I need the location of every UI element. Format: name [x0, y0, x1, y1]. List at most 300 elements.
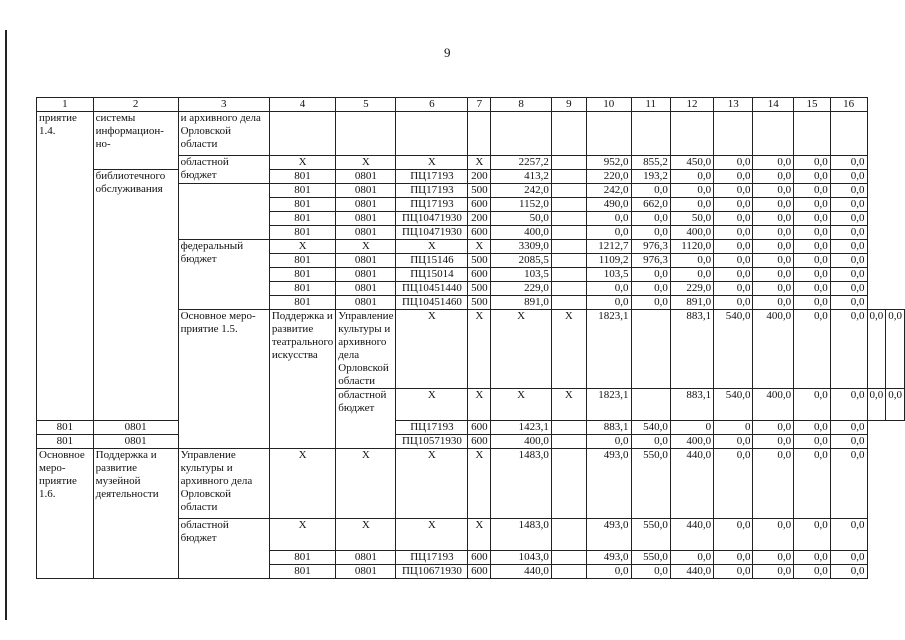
cell-col-7: 600	[468, 551, 491, 565]
cell-col-5: 0801	[336, 226, 396, 240]
budget-source-cell: федеральный бюджет	[178, 240, 269, 310]
cell-col-4: Х	[396, 310, 468, 389]
cell-col-16: 0,0	[830, 156, 867, 170]
cell-col-4	[269, 112, 335, 156]
cell-col-16: 0,0	[886, 310, 905, 389]
cell-col-13: 0,0	[714, 519, 753, 551]
cell-col-14: 0,0	[753, 551, 794, 565]
cell-col-12: 0,0	[670, 268, 713, 282]
cell-col-14: 0,0	[830, 310, 867, 389]
executor-cell: Управление культуры и архивного дела Орловской области	[178, 449, 269, 519]
cell-col-7: 600	[468, 565, 491, 579]
cell-col-11: 0,0	[631, 296, 670, 310]
cell-col-12: 440,0	[670, 449, 713, 519]
cell-col-10: 493,0	[586, 449, 631, 519]
cell-col-15: 0,0	[794, 551, 831, 565]
cell-col-14: 0,0	[753, 296, 794, 310]
budget-source-cell	[178, 184, 269, 240]
cell-col-10: 493,0	[586, 519, 631, 551]
cell-col-6: Х	[396, 240, 468, 254]
cell-col-7: 500	[468, 282, 491, 296]
cell-col-5	[336, 112, 396, 156]
cell-col-13: 0,0	[714, 449, 753, 519]
header-cell-4: 4	[269, 98, 335, 112]
header-cell-2: 2	[93, 98, 178, 112]
cell-col-11: 976,3	[631, 254, 670, 268]
cell-col-6: ПЦ10451460	[396, 296, 468, 310]
cell-col-6	[396, 112, 468, 156]
cell-col-14: 0,0	[753, 212, 794, 226]
cell-col-6: ПЦ10671930	[396, 565, 468, 579]
cell-col-13: 0,0	[794, 389, 831, 421]
cell-col-8: 2257,2	[491, 156, 551, 170]
cell-col-5: Х	[468, 310, 491, 389]
cell-col-15: 0,0	[794, 449, 831, 519]
cell-col-14: 0,0	[753, 198, 794, 212]
cell-col-10: 952,0	[586, 156, 631, 170]
cell-col-9	[551, 254, 586, 268]
header-cell-12: 12	[670, 98, 713, 112]
cell-col-15: 0,0	[794, 254, 831, 268]
cell-col-8: 1483,0	[491, 519, 551, 551]
cell-col-6: ПЦ15014	[396, 268, 468, 282]
cell-col-15: 0,0	[794, 212, 831, 226]
cell-col-8: 242,0	[491, 184, 551, 198]
cell-col-4: 801	[37, 435, 94, 449]
cell-col-15: 0,0	[794, 268, 831, 282]
cell-col-13: 0,0	[714, 240, 753, 254]
header-cell-15: 15	[794, 98, 831, 112]
cell-col-10: 883,1	[670, 310, 713, 389]
cell-col-12: 400,0	[753, 389, 794, 421]
cell-col-14: 0,0	[753, 226, 794, 240]
header-cell-8: 8	[491, 98, 551, 112]
cell-col-14: 0,0	[753, 240, 794, 254]
cell-col-15: 0,0	[794, 198, 831, 212]
cell-col-10	[586, 112, 631, 156]
executor-cell: Управление культуры и архивного дела Орловской области	[336, 310, 396, 389]
cell-col-10: 0,0	[586, 296, 631, 310]
cell-col-15: 0,0	[794, 184, 831, 198]
cell-col-13: 0,0	[794, 310, 831, 389]
cell-col-10: 883,1	[670, 389, 713, 421]
cell-col-12: 0,0	[670, 551, 713, 565]
cell-col-6: ПЦ10451440	[396, 282, 468, 296]
header-cell-16: 16	[830, 98, 867, 112]
cell-col-13: 0,0	[714, 551, 753, 565]
cell-col-4: Х	[269, 519, 335, 551]
cell-col-14: 0,0	[753, 184, 794, 198]
cell-col-4: Х	[269, 449, 335, 519]
cell-col-13: 0,0	[714, 282, 753, 296]
cell-col-9	[551, 565, 586, 579]
cell-col-6: Х	[396, 156, 468, 170]
cell-col-8	[491, 112, 551, 156]
header-cell-11: 11	[631, 98, 670, 112]
cell-col-13: 0,0	[714, 184, 753, 198]
cell-col-14: 0,0	[753, 421, 794, 435]
cell-col-11: 550,0	[631, 449, 670, 519]
cell-col-12: 0	[670, 421, 713, 435]
cell-col-15: 0,0	[794, 565, 831, 579]
cell-col-6: ПЦ17193	[396, 170, 468, 184]
cell-col-9	[551, 421, 586, 435]
cell-col-9	[551, 112, 586, 156]
cell-col-16	[830, 112, 867, 156]
table-row	[37, 449, 905, 519]
measure-name-cell: Поддержка и развитие театрального искусства	[269, 310, 335, 449]
cell-col-16: 0,0	[830, 254, 867, 268]
cell-col-7: 500	[468, 296, 491, 310]
cell-col-16: 0,0	[830, 519, 867, 551]
table-row	[37, 170, 905, 184]
cell-col-12: 229,0	[670, 282, 713, 296]
cell-col-8: 1423,1	[491, 421, 551, 435]
cell-col-4: 801	[269, 565, 335, 579]
executor-cell: и архивного дела Орловской области	[178, 112, 269, 156]
cell-col-8: 2085,5	[491, 254, 551, 268]
header-cell-3: 3	[178, 98, 269, 112]
cell-col-10: 493,0	[586, 551, 631, 565]
cell-col-14: 0,0	[753, 435, 794, 449]
cell-col-4: 801	[269, 170, 335, 184]
cell-col-12: 440,0	[670, 519, 713, 551]
cell-col-6: Х	[491, 310, 551, 389]
cell-col-8: 1823,1	[586, 389, 631, 421]
cell-col-10: 1109,2	[586, 254, 631, 268]
cell-col-8: 413,2	[491, 170, 551, 184]
cell-col-9	[551, 268, 586, 282]
cell-col-10: 103,5	[586, 268, 631, 282]
cell-col-5: 0801	[336, 296, 396, 310]
cell-col-4: 801	[269, 268, 335, 282]
cell-col-5: 0801	[336, 212, 396, 226]
cell-col-15: 0,0	[794, 296, 831, 310]
cell-col-15: 0,0	[867, 310, 886, 389]
cell-col-15: 0,0	[794, 519, 831, 551]
cell-col-10: 0,0	[586, 435, 631, 449]
cell-col-10: 220,0	[586, 170, 631, 184]
cell-col-6: ПЦ17193	[396, 551, 468, 565]
cell-col-14: 0,0	[830, 389, 867, 421]
cell-col-11: 976,3	[631, 240, 670, 254]
cell-col-16: 0,0	[830, 184, 867, 198]
cell-col-4: 801	[269, 198, 335, 212]
cell-col-7: 600	[468, 268, 491, 282]
measure-name-cell: Поддержка и развитие музейной деятельности	[93, 449, 178, 579]
cell-col-5: 0801	[336, 184, 396, 198]
cell-col-7: 600	[468, 226, 491, 240]
cell-col-12: 891,0	[670, 296, 713, 310]
cell-col-8: 1152,0	[491, 198, 551, 212]
cell-col-7: 600	[468, 435, 491, 449]
cell-col-10: 883,1	[586, 421, 631, 435]
cell-col-9	[551, 296, 586, 310]
budget-source-cell: областной бюджет	[178, 519, 269, 579]
cell-col-12: 400,0	[670, 435, 713, 449]
cell-col-8: 50,0	[491, 212, 551, 226]
cell-col-13: 0,0	[714, 212, 753, 226]
cell-col-8: 229,0	[491, 282, 551, 296]
cell-col-11: 0,0	[631, 435, 670, 449]
header-cell-7: 7	[468, 98, 491, 112]
cell-col-10: 0,0	[586, 212, 631, 226]
cell-col-4: Х	[269, 240, 335, 254]
cell-col-15: 0,0	[794, 282, 831, 296]
header-cell-6: 6	[396, 98, 468, 112]
cell-col-12: 1120,0	[670, 240, 713, 254]
budget-table	[36, 97, 905, 579]
cell-col-5: 0801	[93, 421, 178, 435]
cell-col-16: 0,0	[830, 198, 867, 212]
cell-col-14: 0,0	[753, 449, 794, 519]
cell-col-13: 0,0	[714, 226, 753, 240]
cell-col-11	[631, 112, 670, 156]
cell-col-9	[551, 226, 586, 240]
cell-col-6: ПЦ10471930	[396, 212, 468, 226]
cell-col-14: 0,0	[753, 519, 794, 551]
cell-col-16: 0,0	[830, 170, 867, 184]
table-row	[37, 112, 905, 156]
header-cell-9: 9	[551, 98, 586, 112]
cell-col-13: 0,0	[714, 565, 753, 579]
page-left-rule	[5, 30, 7, 620]
cell-col-13: 0,0	[714, 198, 753, 212]
cell-col-10: 0,0	[586, 282, 631, 296]
cell-col-5: 0801	[336, 170, 396, 184]
cell-col-16: 0,0	[886, 389, 905, 421]
cell-col-11: 540,0	[631, 421, 670, 435]
cell-col-11: 662,0	[631, 198, 670, 212]
cell-col-14: 0,0	[753, 170, 794, 184]
cell-col-15: 0,0	[794, 435, 831, 449]
cell-col-15: 0,0	[867, 389, 886, 421]
cell-col-11: 0,0	[631, 226, 670, 240]
cell-col-11: 550,0	[631, 551, 670, 565]
page-number: 9	[444, 45, 451, 60]
cell-col-12: 0,0	[670, 198, 713, 212]
cell-col-5: 0801	[336, 198, 396, 212]
cell-col-16: 0,0	[830, 268, 867, 282]
cell-col-13: 0	[714, 421, 753, 435]
cell-col-10: 1212,7	[586, 240, 631, 254]
cell-col-6: ПЦ17193	[396, 421, 468, 435]
cell-col-4: 801	[269, 282, 335, 296]
cell-col-14: 0,0	[753, 268, 794, 282]
cell-col-7: 600	[468, 421, 491, 435]
measure-name-cell: системы информацион-но-	[93, 112, 178, 170]
cell-col-10: 490,0	[586, 198, 631, 212]
cell-col-11: 0,0	[631, 282, 670, 296]
table-header-row	[37, 98, 905, 112]
cell-col-12	[670, 112, 713, 156]
cell-col-4: 801	[269, 296, 335, 310]
cell-col-6: ПЦ17193	[396, 198, 468, 212]
cell-col-4: 801	[269, 184, 335, 198]
cell-col-16: 0,0	[830, 565, 867, 579]
measure-id-cell: Основное меро-приятие 1.6.	[37, 449, 94, 579]
cell-col-5: Х	[336, 449, 396, 519]
cell-col-13: 0,0	[714, 296, 753, 310]
cell-col-4: Х	[396, 389, 468, 421]
cell-col-5: Х	[336, 240, 396, 254]
cell-col-5: 0801	[336, 565, 396, 579]
cell-col-6: Х	[491, 389, 551, 421]
cell-col-15	[794, 112, 831, 156]
cell-col-9	[551, 198, 586, 212]
table-row	[37, 435, 905, 449]
header-cell-1: 1	[37, 98, 94, 112]
cell-col-13: 0,0	[714, 435, 753, 449]
cell-col-9	[551, 212, 586, 226]
cell-col-16: 0,0	[830, 296, 867, 310]
cell-col-9	[551, 156, 586, 170]
cell-col-12: 400,0	[670, 226, 713, 240]
cell-col-6: ПЦ15146	[396, 254, 468, 268]
cell-col-8: 103,5	[491, 268, 551, 282]
cell-col-12: 440,0	[670, 565, 713, 579]
cell-col-7: Х	[551, 389, 586, 421]
cell-col-13: 0,0	[714, 156, 753, 170]
cell-col-12: 0,0	[670, 170, 713, 184]
cell-col-5: 0801	[336, 268, 396, 282]
cell-col-9	[551, 435, 586, 449]
cell-col-8: 3309,0	[491, 240, 551, 254]
cell-col-11: 550,0	[631, 519, 670, 551]
cell-col-10: 0,0	[586, 565, 631, 579]
cell-col-4: 801	[269, 212, 335, 226]
measure-name-cell: библиотечного обслуживания	[93, 170, 178, 421]
cell-col-7	[468, 112, 491, 156]
cell-col-4: 801	[269, 226, 335, 240]
cell-col-6: ПЦ17193	[396, 184, 468, 198]
cell-col-15: 0,0	[794, 421, 831, 435]
cell-col-16: 0,0	[830, 435, 867, 449]
cell-col-4: Х	[269, 156, 335, 170]
cell-col-9	[551, 170, 586, 184]
header-cell-13: 13	[714, 98, 753, 112]
cell-col-7: 500	[468, 254, 491, 268]
cell-col-4: 801	[269, 551, 335, 565]
cell-col-10: 0,0	[586, 226, 631, 240]
cell-col-16: 0,0	[830, 212, 867, 226]
cell-col-12: 450,0	[670, 156, 713, 170]
cell-col-5: Х	[336, 156, 396, 170]
cell-col-9	[551, 551, 586, 565]
cell-col-7: Х	[551, 310, 586, 389]
header-cell-5: 5	[336, 98, 396, 112]
cell-col-12: 0,0	[670, 254, 713, 268]
cell-col-13: 0,0	[714, 268, 753, 282]
cell-col-11: 855,2	[631, 156, 670, 170]
cell-col-11: 0,0	[631, 212, 670, 226]
cell-col-6: ПЦ10571930	[396, 435, 468, 449]
cell-col-12: 0,0	[670, 184, 713, 198]
cell-col-13: 0,0	[714, 254, 753, 268]
cell-col-5: 0801	[336, 254, 396, 268]
cell-col-11: 540,0	[714, 389, 753, 421]
cell-col-11: 0,0	[631, 565, 670, 579]
cell-col-11: 193,2	[631, 170, 670, 184]
cell-col-6: ПЦ10471930	[396, 226, 468, 240]
cell-col-16: 0,0	[830, 551, 867, 565]
cell-col-8: 891,0	[491, 296, 551, 310]
cell-col-12: 50,0	[670, 212, 713, 226]
cell-col-14: 0,0	[753, 565, 794, 579]
cell-col-11: 0,0	[631, 268, 670, 282]
budget-source-cell: областной бюджет	[178, 156, 269, 184]
cell-col-7: 500	[468, 184, 491, 198]
table-row	[37, 421, 905, 435]
cell-col-14: 0,0	[753, 282, 794, 296]
cell-col-5: 0801	[93, 435, 178, 449]
cell-col-14	[753, 112, 794, 156]
cell-col-9	[551, 282, 586, 296]
cell-col-14: 0,0	[753, 254, 794, 268]
cell-col-15: 0,0	[794, 156, 831, 170]
cell-col-16: 0,0	[830, 226, 867, 240]
cell-col-8: 1823,1	[586, 310, 631, 389]
cell-col-10: 242,0	[586, 184, 631, 198]
measure-id-cell: приятие 1.4.	[37, 112, 94, 421]
cell-col-8: 1483,0	[491, 449, 551, 519]
cell-col-7: Х	[468, 519, 491, 551]
cell-col-12: 400,0	[753, 310, 794, 389]
cell-col-8: 1043,0	[491, 551, 551, 565]
cell-col-7: Х	[468, 156, 491, 170]
cell-col-8: 400,0	[491, 226, 551, 240]
cell-col-11: 540,0	[714, 310, 753, 389]
cell-col-11: 0,0	[631, 184, 670, 198]
cell-col-5: Х	[336, 519, 396, 551]
cell-col-16: 0,0	[830, 449, 867, 519]
cell-col-7: Х	[468, 240, 491, 254]
cell-col-8: 400,0	[491, 435, 551, 449]
header-cell-10: 10	[586, 98, 631, 112]
cell-col-13: 0,0	[714, 170, 753, 184]
cell-col-7: 600	[468, 198, 491, 212]
cell-col-6: Х	[396, 449, 468, 519]
budget-source-cell: областной бюджет	[336, 389, 396, 449]
cell-col-9	[551, 184, 586, 198]
cell-col-5: 0801	[336, 551, 396, 565]
cell-col-15: 0,0	[794, 240, 831, 254]
cell-col-5: Х	[468, 389, 491, 421]
cell-col-16: 0,0	[830, 421, 867, 435]
cell-col-15: 0,0	[794, 170, 831, 184]
measure-id-cell: Основное меро-приятие 1.5.	[178, 310, 269, 449]
cell-col-9	[631, 310, 670, 389]
cell-col-16: 0,0	[830, 240, 867, 254]
header-cell-14: 14	[753, 98, 794, 112]
cell-col-15: 0,0	[794, 226, 831, 240]
cell-col-8: 440,0	[491, 565, 551, 579]
cell-col-4: 801	[269, 254, 335, 268]
cell-col-7: Х	[468, 449, 491, 519]
cell-col-7: 200	[468, 212, 491, 226]
cell-col-4: 801	[37, 421, 94, 435]
cell-col-9	[551, 519, 586, 551]
cell-col-6: Х	[396, 519, 468, 551]
cell-col-9	[631, 389, 670, 421]
cell-col-5: 0801	[336, 282, 396, 296]
cell-col-14: 0,0	[753, 156, 794, 170]
cell-col-16: 0,0	[830, 282, 867, 296]
cell-col-7: 200	[468, 170, 491, 184]
cell-col-13	[714, 112, 753, 156]
cell-col-9	[551, 449, 586, 519]
cell-col-9	[551, 240, 586, 254]
